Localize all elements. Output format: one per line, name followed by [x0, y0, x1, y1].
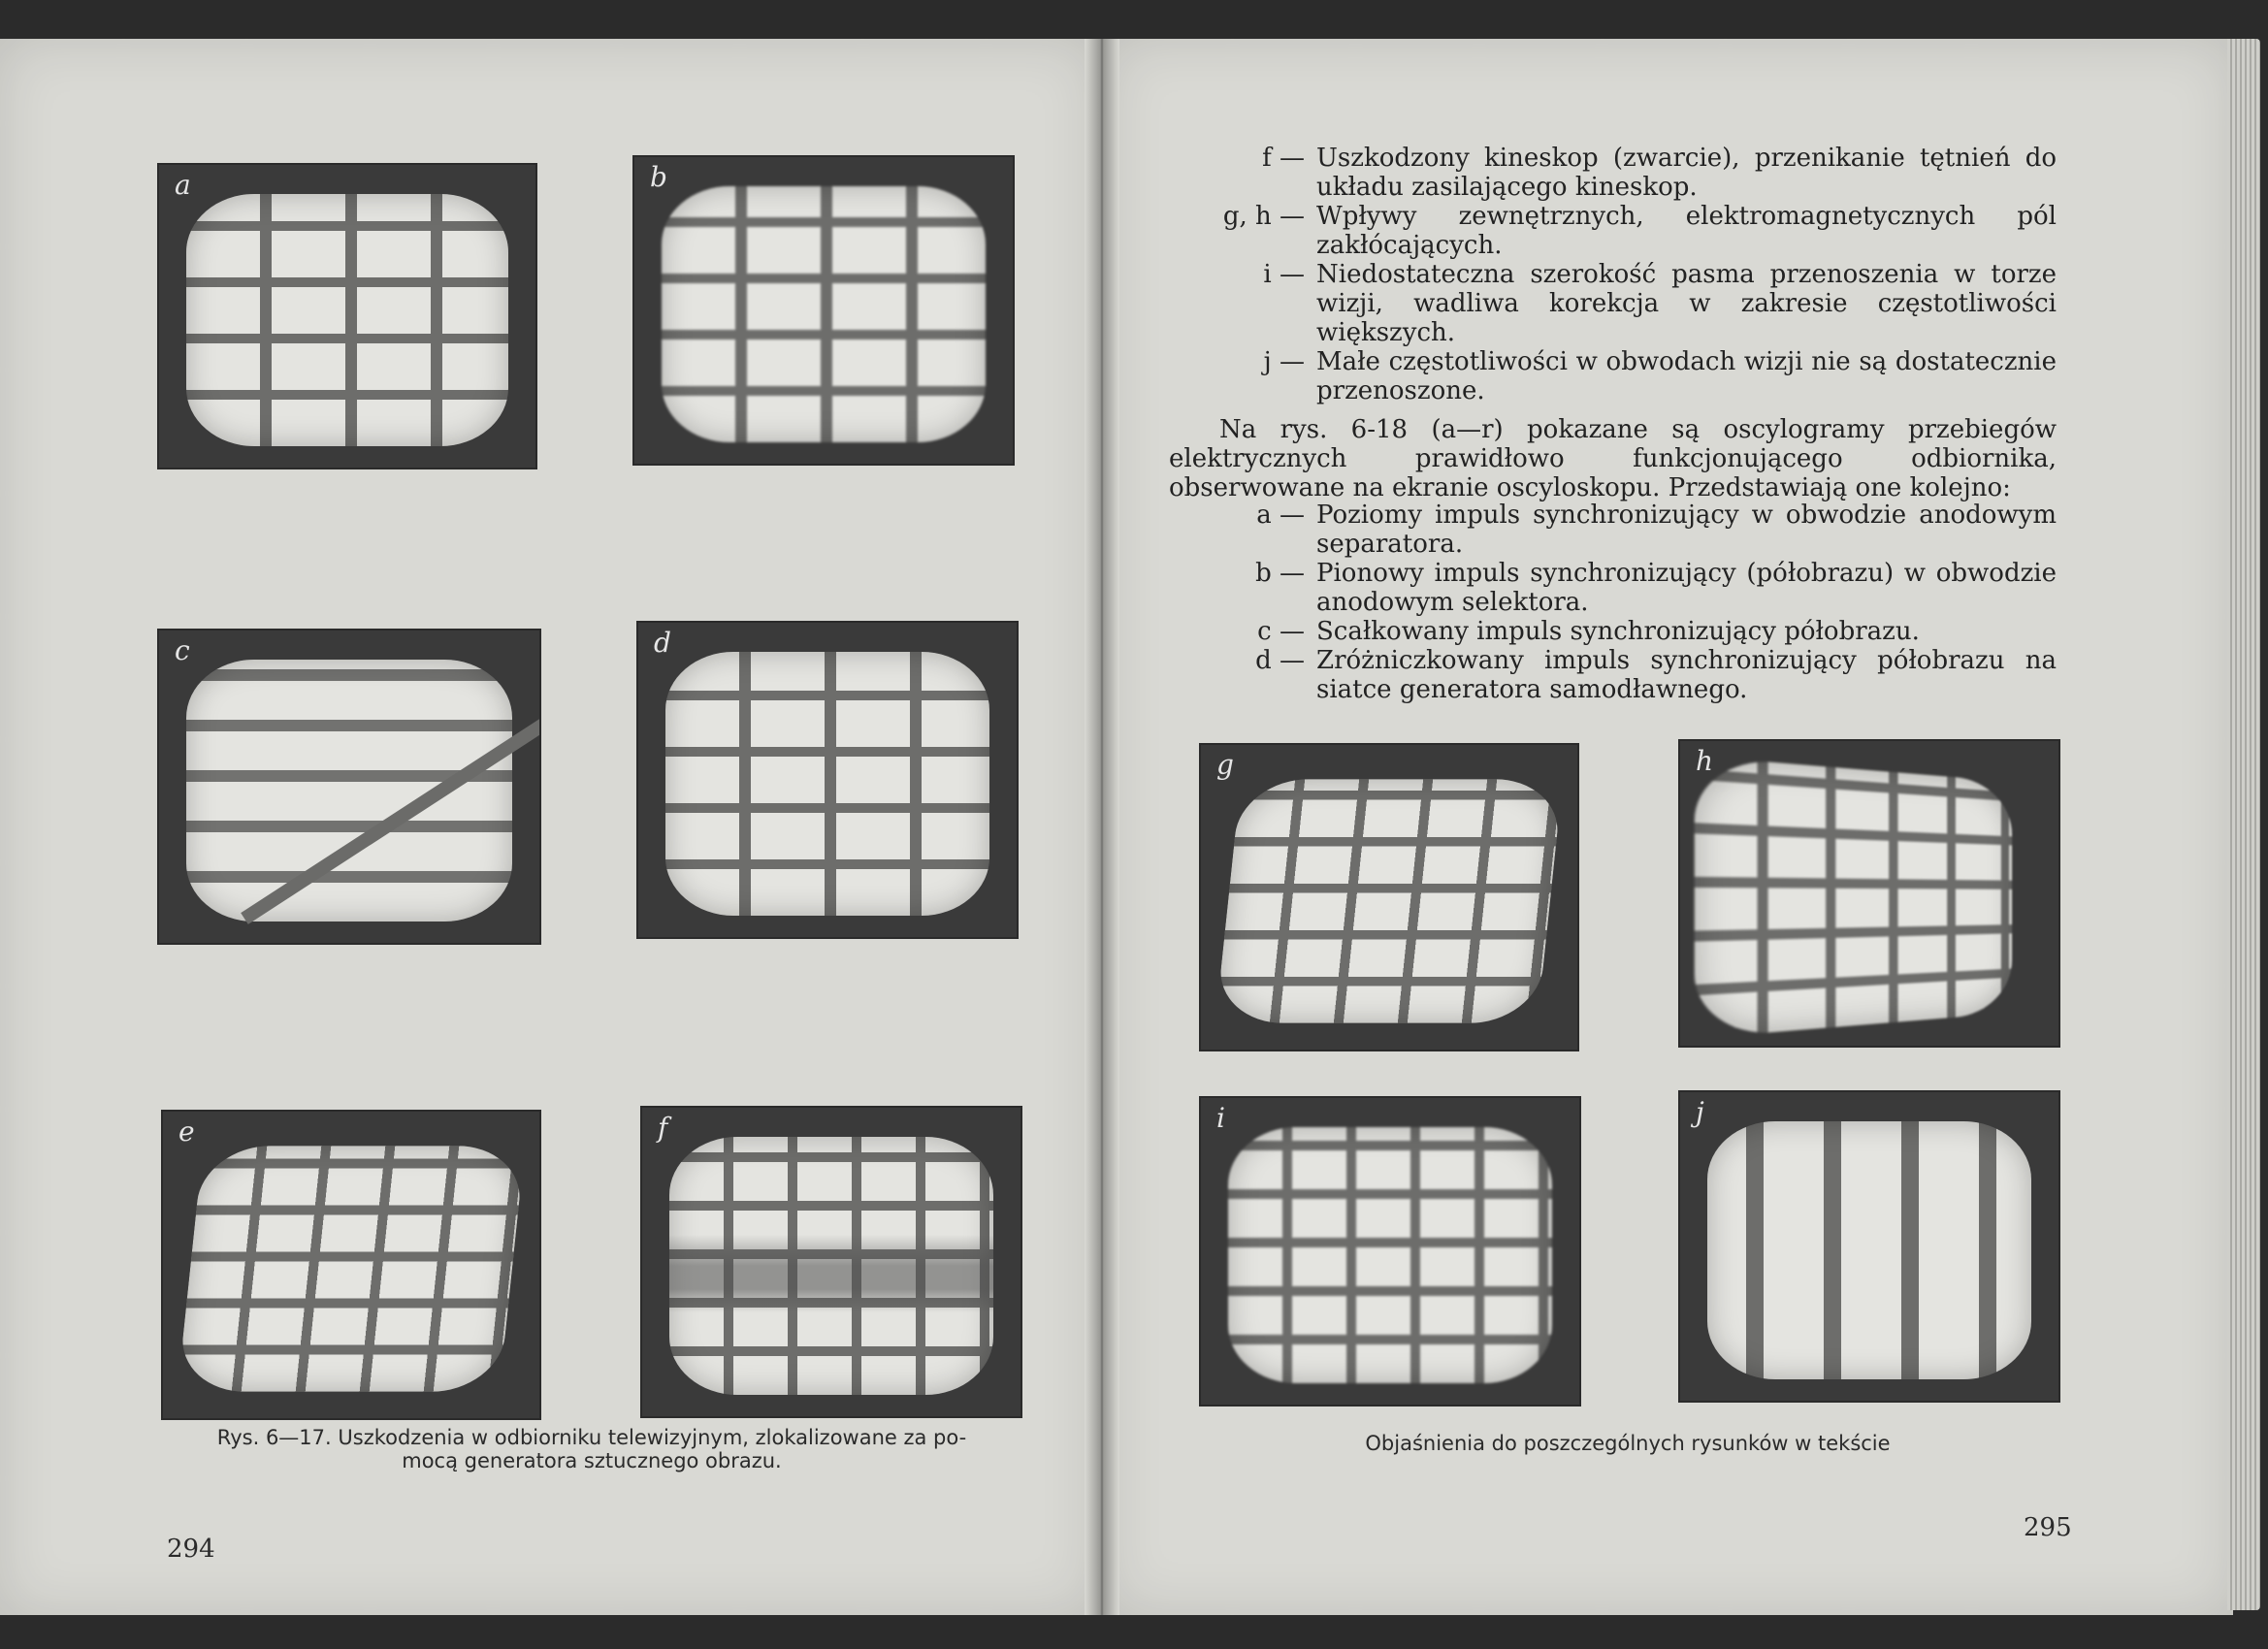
- figure-letter: j: [1696, 1096, 1704, 1128]
- figure-f: [640, 1106, 1022, 1418]
- item-key: d —: [1255, 646, 1305, 675]
- figure-h: [1678, 739, 2060, 1048]
- tv-screen-bent-grid: [1695, 756, 2012, 1038]
- item-text: Niedostateczna szerokość pasma przenoszenia w torze wizji, wadliwa korekcja w zakresie częstotliwości większych.: [1316, 260, 2057, 347]
- tv-screen-grid: [665, 652, 989, 916]
- description-list-top: [1188, 144, 2057, 405]
- item-text: Wpływy zewnętrznych, elektromagnetycznych pól zakłócających.: [1316, 202, 2057, 260]
- item-key: j —: [1263, 347, 1305, 376]
- figure-d: [636, 621, 1019, 939]
- tv-screen-blurred-grid: [1228, 1127, 1552, 1383]
- list-item: [1188, 646, 2057, 704]
- list-item: [1188, 347, 2057, 405]
- figure-letter: a: [175, 169, 191, 201]
- figure-i: [1199, 1096, 1581, 1406]
- figure-letter: f: [658, 1112, 668, 1144]
- figure-e: [161, 1110, 541, 1420]
- list-item: [1188, 202, 2057, 260]
- figure-c: [157, 629, 541, 945]
- item-text: Uszkodzony kineskop (zwarcie), przenikanie tętnień do układu zasilającego kineskop.: [1316, 144, 2057, 202]
- figure-letter: c: [175, 634, 190, 666]
- page-number-right: 295: [2024, 1513, 2072, 1542]
- figure-caption-right: Objaśnienia do poszczególnych rysunków w tekście: [1365, 1432, 1891, 1455]
- description-list-bottom: [1188, 501, 2057, 704]
- caption-line: mocą generatora sztucznego obrazu.: [402, 1449, 782, 1472]
- list-item: [1188, 144, 2057, 202]
- item-key: f —: [1262, 144, 1305, 173]
- figure-b: [632, 155, 1015, 466]
- item-key: c —: [1257, 617, 1305, 646]
- tv-screen-vertical-bars: [1707, 1121, 2031, 1379]
- tv-screen-grid-dark-band: [669, 1137, 993, 1395]
- figure-letter: b: [650, 161, 667, 193]
- list-item: [1188, 260, 2057, 347]
- item-text: Poziomy impuls synchronizujący w obwodzie anodowym separatora.: [1316, 501, 2057, 559]
- tv-screen-grid: [662, 186, 986, 442]
- item-text: Scałkowany impuls synchronizujący półobrazu.: [1316, 617, 1920, 646]
- tv-screen-horizontal-lines: [186, 660, 512, 922]
- figure-a: [157, 163, 537, 469]
- page-number-left: 294: [167, 1535, 215, 1564]
- figure-letter: i: [1216, 1102, 1225, 1134]
- body-paragraph: Na rys. 6-18 (a—r) pokazane są oscylogramy przebiegów elektrycznych prawidłowo funkcjonującego odbiornika, obserwowane na ekranie oscyloskopu. Przedstawiają one kolejno:: [1169, 415, 2057, 502]
- figure-letter: e: [178, 1116, 195, 1148]
- list-item: [1188, 617, 2057, 646]
- tv-screen-distorted-grid: [178, 1146, 526, 1391]
- tv-screen-grid: [186, 194, 508, 446]
- list-item: [1188, 559, 2057, 617]
- item-key: g, h —: [1222, 202, 1305, 231]
- figure-letter: h: [1696, 745, 1714, 777]
- figure-g: [1199, 743, 1579, 1051]
- item-text: Zróżniczkowany impuls synchronizujący półobrazu na siatce generatora samodławnego.: [1316, 646, 2057, 704]
- page-edge-stack: [2227, 39, 2260, 1610]
- item-key: b —: [1255, 559, 1305, 588]
- item-text: Pionowy impuls synchronizujący (półobrazu) w obwodzie anodowym selektora.: [1316, 559, 2057, 617]
- book-gutter: [1085, 39, 1119, 1615]
- figure-letter: g: [1216, 749, 1234, 781]
- item-key: i —: [1263, 260, 1305, 289]
- list-item: [1188, 501, 2057, 559]
- figure-letter: d: [654, 627, 671, 659]
- figure-caption-left: [155, 1426, 1028, 1472]
- tv-screen-wavy-grid: [1215, 779, 1563, 1023]
- item-text: Małe częstotliwości w obwodach wizji nie są dostatecznie przenoszone.: [1316, 347, 2057, 405]
- item-key: a —: [1256, 501, 1305, 530]
- caption-line: Rys. 6—17. Uszkodzenia w odbiorniku telewizyjnym, zlokalizowane za po-: [216, 1426, 967, 1449]
- diagonal-interference-line: [241, 712, 541, 924]
- figure-j: [1678, 1090, 2060, 1403]
